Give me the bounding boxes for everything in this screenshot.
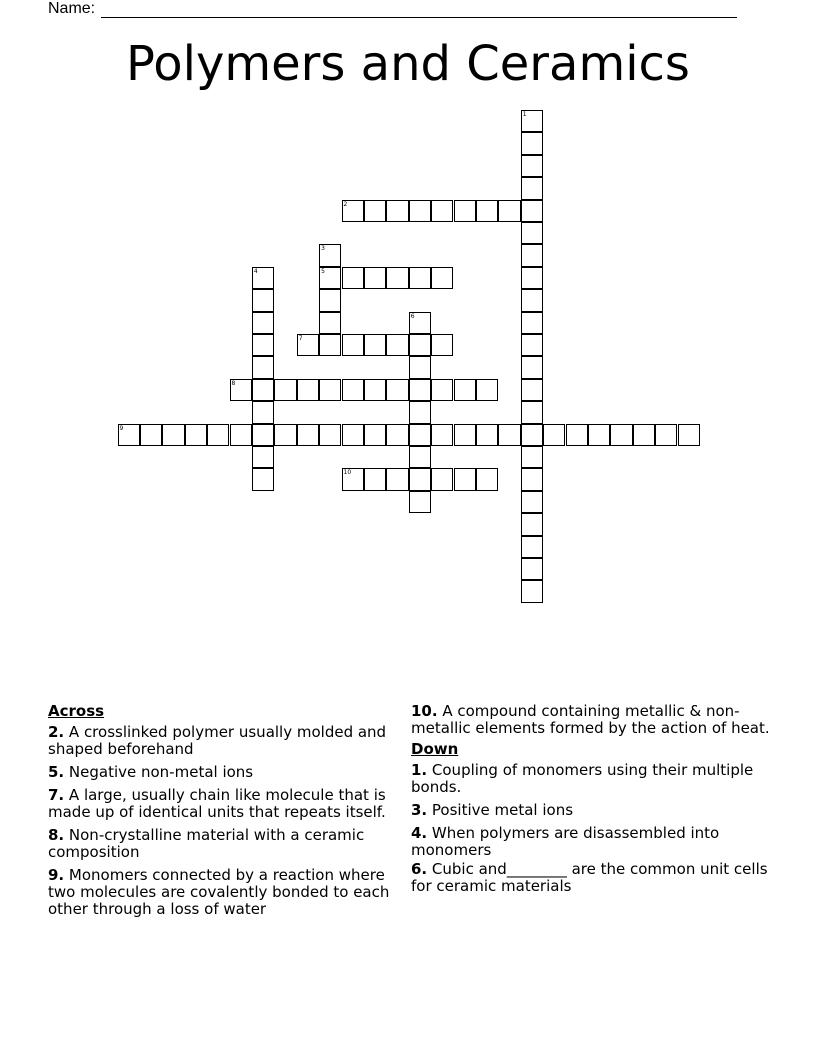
grid-cell[interactable] — [319, 379, 341, 401]
clues-column-left — [48, 703, 408, 924]
grid-cell[interactable] — [521, 558, 543, 580]
grid-cell[interactable] — [521, 491, 543, 513]
grid-cell[interactable] — [386, 379, 408, 401]
grid-cell[interactable] — [364, 334, 386, 356]
grid-cell[interactable] — [319, 289, 341, 311]
grid-cell[interactable] — [297, 424, 319, 446]
grid-cell[interactable] — [409, 312, 431, 334]
grid-cell[interactable] — [252, 379, 274, 401]
grid-cell[interactable] — [162, 424, 184, 446]
grid-cell[interactable] — [431, 424, 453, 446]
grid-cell[interactable] — [274, 424, 296, 446]
grid-cell[interactable] — [386, 468, 408, 490]
grid-cell[interactable] — [386, 267, 408, 289]
clue-across-5: 5. Negative non-metal ions — [48, 763, 254, 781]
grid-cell[interactable] — [230, 379, 252, 401]
grid-cell[interactable] — [543, 424, 565, 446]
grid-cell[interactable] — [252, 424, 274, 446]
grid-cell[interactable] — [498, 200, 520, 222]
clue-across-2: 2. A crosslinked polymer usually molded and shaped beforehand — [48, 723, 387, 758]
grid-cell[interactable] — [521, 200, 543, 222]
grid-cell[interactable] — [319, 244, 341, 266]
grid-cell[interactable] — [521, 356, 543, 378]
grid-cell[interactable] — [319, 267, 341, 289]
grid-cell[interactable] — [409, 491, 431, 513]
clue-down-6: 6. Cubic and________ are the common unit cells for ceramic materials — [411, 860, 768, 895]
grid-cell[interactable] — [431, 200, 453, 222]
grid-cell[interactable] — [521, 110, 543, 132]
grid-cell[interactable] — [386, 424, 408, 446]
grid-cell[interactable] — [319, 312, 341, 334]
grid-cell[interactable] — [297, 334, 319, 356]
grid-cell[interactable] — [342, 379, 364, 401]
grid-cell[interactable] — [342, 334, 364, 356]
grid-cell[interactable] — [207, 424, 229, 446]
grid-cell[interactable] — [566, 424, 588, 446]
page-title: Polymers and Ceramics — [126, 36, 690, 92]
grid-cell[interactable] — [409, 356, 431, 378]
clue-across-8: 8. Non-crystalline material with a ceramic composition — [48, 826, 365, 861]
across-heading: Across — [48, 702, 105, 720]
grid-cell[interactable] — [521, 267, 543, 289]
grid-cell[interactable] — [364, 267, 386, 289]
grid-cell[interactable] — [252, 446, 274, 468]
grid-cell[interactable] — [476, 379, 498, 401]
cell-number: 4 — [253, 267, 258, 275]
grid-cell[interactable] — [252, 356, 274, 378]
grid-cell[interactable] — [118, 424, 140, 446]
grid-cell[interactable] — [252, 267, 274, 289]
grid-cell[interactable] — [454, 424, 476, 446]
cell-number: 1 — [522, 111, 527, 118]
clue-across-10: 10. A compound containing metallic & non-metallic elements formed by the action of heat. — [411, 702, 770, 737]
cell-number: 10 — [343, 469, 352, 477]
grid-cell[interactable] — [521, 289, 543, 311]
grid-cell[interactable] — [342, 468, 364, 490]
grid-cell[interactable] — [252, 289, 274, 311]
grid-cell[interactable] — [521, 334, 543, 356]
grid-cell[interactable] — [521, 222, 543, 244]
grid-cell[interactable] — [185, 424, 207, 446]
grid-cell[interactable] — [319, 424, 341, 446]
grid-cell[interactable] — [386, 200, 408, 222]
grid-cell[interactable] — [342, 200, 364, 222]
clue-down-3: 3. Positive metal ions — [411, 801, 574, 819]
grid-cell[interactable] — [342, 267, 364, 289]
grid-cell[interactable] — [409, 379, 431, 401]
clue-across-7: 7. A large, usually chain like molecule that is made up of identical units that repeats itself. — [48, 786, 386, 821]
grid-cell[interactable] — [409, 200, 431, 222]
grid-cell[interactable] — [364, 424, 386, 446]
grid-cell[interactable] — [409, 334, 431, 356]
cell-number: 5 — [321, 267, 325, 275]
cell-number: 6 — [410, 312, 415, 320]
clue-down-1: 1. Coupling of monomers using their multiple bonds. — [411, 761, 754, 796]
grid-cell[interactable] — [521, 379, 543, 401]
cell-number: 2 — [343, 200, 348, 208]
cell-number: 3 — [321, 245, 325, 253]
grid-cell[interactable] — [319, 334, 341, 356]
grid-cell[interactable] — [521, 244, 543, 266]
cell-number: 7 — [298, 335, 303, 342]
grid-cell[interactable] — [476, 424, 498, 446]
clue-down-4: 4. When polymers are disassembled into monomers — [411, 824, 720, 859]
name-field[interactable] — [48, 0, 737, 18]
grid-cell[interactable] — [633, 424, 655, 446]
grid-cell[interactable] — [588, 424, 610, 446]
grid-cell[interactable] — [431, 379, 453, 401]
grid-cell[interactable] — [521, 132, 543, 154]
grid-cell[interactable] — [431, 334, 453, 356]
name-underline[interactable] — [101, 4, 737, 18]
grid-cell[interactable] — [521, 155, 543, 177]
grid-cell[interactable] — [230, 424, 252, 446]
grid-cell[interactable] — [364, 379, 386, 401]
grid-cell[interactable] — [655, 424, 677, 446]
grid-cell[interactable] — [521, 446, 543, 468]
name-label: Name: — [48, 0, 96, 17]
grid-cell[interactable] — [521, 513, 543, 535]
grid-cell[interactable] — [476, 200, 498, 222]
down-heading: Down — [411, 740, 459, 758]
grid-cell[interactable] — [409, 401, 431, 423]
grid-cell[interactable] — [140, 424, 162, 446]
grid-cell[interactable] — [521, 401, 543, 423]
grid-cell[interactable] — [409, 267, 431, 289]
grid-cell[interactable] — [252, 312, 274, 334]
grid-cell[interactable] — [498, 424, 520, 446]
grid-cell[interactable] — [431, 468, 453, 490]
grid-cell[interactable] — [521, 177, 543, 199]
clue-across-9: 9. Monomers connected by a reaction where two molecules are covalently bonded to each other through a loss of water — [48, 866, 390, 918]
grid-cell[interactable] — [610, 424, 632, 446]
grid-cell[interactable] — [342, 424, 364, 446]
grid-cell[interactable] — [274, 379, 296, 401]
grid-cell[interactable] — [454, 379, 476, 401]
grid-cell[interactable] — [521, 312, 543, 334]
grid-cell[interactable] — [409, 468, 431, 490]
grid-cell[interactable] — [364, 200, 386, 222]
cell-number: 8 — [231, 379, 236, 387]
grid-cell[interactable] — [431, 267, 453, 289]
grid-cell[interactable] — [364, 468, 386, 490]
grid-cell[interactable] — [521, 580, 543, 602]
grid-cell[interactable] — [521, 424, 543, 446]
grid-cell[interactable] — [409, 424, 431, 446]
grid-cell[interactable] — [386, 334, 408, 356]
grid-cell[interactable] — [678, 424, 700, 446]
grid-cell[interactable] — [521, 536, 543, 558]
grid-cell[interactable] — [252, 468, 274, 490]
grid-cell[interactable] — [454, 200, 476, 222]
grid-cell[interactable] — [252, 401, 274, 423]
grid-cell[interactable] — [252, 334, 274, 356]
cell-number: 9 — [119, 424, 124, 432]
grid-cell[interactable] — [454, 468, 476, 490]
clues-column-right — [411, 703, 771, 901]
grid-cell[interactable] — [521, 468, 543, 490]
grid-cell[interactable] — [409, 446, 431, 468]
grid-cell[interactable] — [476, 468, 498, 490]
grid-cell[interactable] — [297, 379, 319, 401]
